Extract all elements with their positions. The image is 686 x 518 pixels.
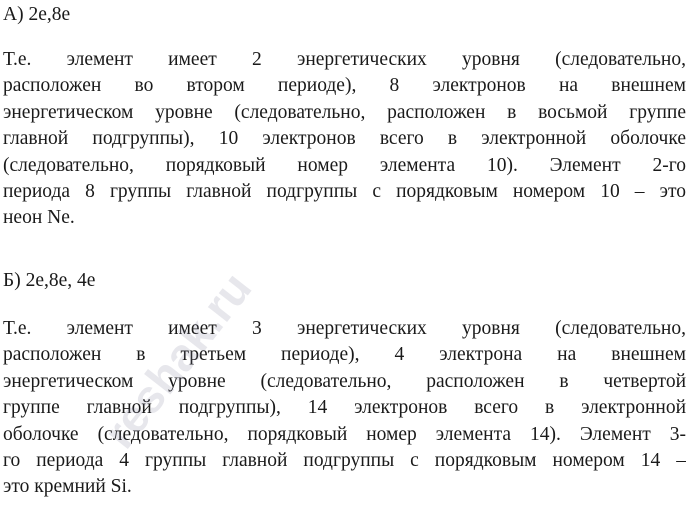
section-a-line-5: (следовательно, порядковый номер элемента 10). Элемент 2-го <box>3 154 686 176</box>
section-b-heading: Б) 2е,8е, 4е <box>3 270 96 291</box>
section-b-line-5: оболочке (следовательно, порядковый номер элемента 14). Элемент 3- <box>3 423 686 445</box>
section-a-line-4: главной подгруппы), 10 электронов всего в электронной оболочке <box>3 128 686 150</box>
section-b-line-2: расположен в третьем периоде), 4 электрона на внешнем <box>3 344 686 366</box>
section-a-line-6: периода 8 группы главной подгруппы с порядковым номером 10 – это <box>3 181 686 203</box>
section-a-line-7: неон Ne. <box>3 207 75 229</box>
section-b-paragraph <box>3 316 686 501</box>
site-watermark: reshak.ru <box>92 262 262 458</box>
section-a-heading: А) 2е,8е <box>3 4 71 25</box>
section-b-line-4: группе главной подгруппы), 14 электронов всего в электронной <box>3 397 686 419</box>
section-a-line-1: Т.е. элемент имеет 2 энергетических уровня (следовательно, <box>3 49 686 70</box>
section-a-line-3: энергетическом уровне (следовательно, расположен в восьмой группе <box>3 101 686 123</box>
section-a-line-2: расположен во втором периоде), 8 электронов на внешнем <box>3 75 686 97</box>
section-b-line-7: это кремний Si. <box>3 476 132 498</box>
section-b-line-6: го периода 4 группы главной подгруппы с порядковым номером 14 – <box>3 450 686 472</box>
section-a-paragraph <box>3 47 686 232</box>
section-b-line-1: Т.е. элемент имеет 3 энергетических уровня (следовательно, <box>3 318 686 339</box>
section-b-line-3: энергетическом уровне (следовательно, расположен в четвертой <box>3 370 686 392</box>
